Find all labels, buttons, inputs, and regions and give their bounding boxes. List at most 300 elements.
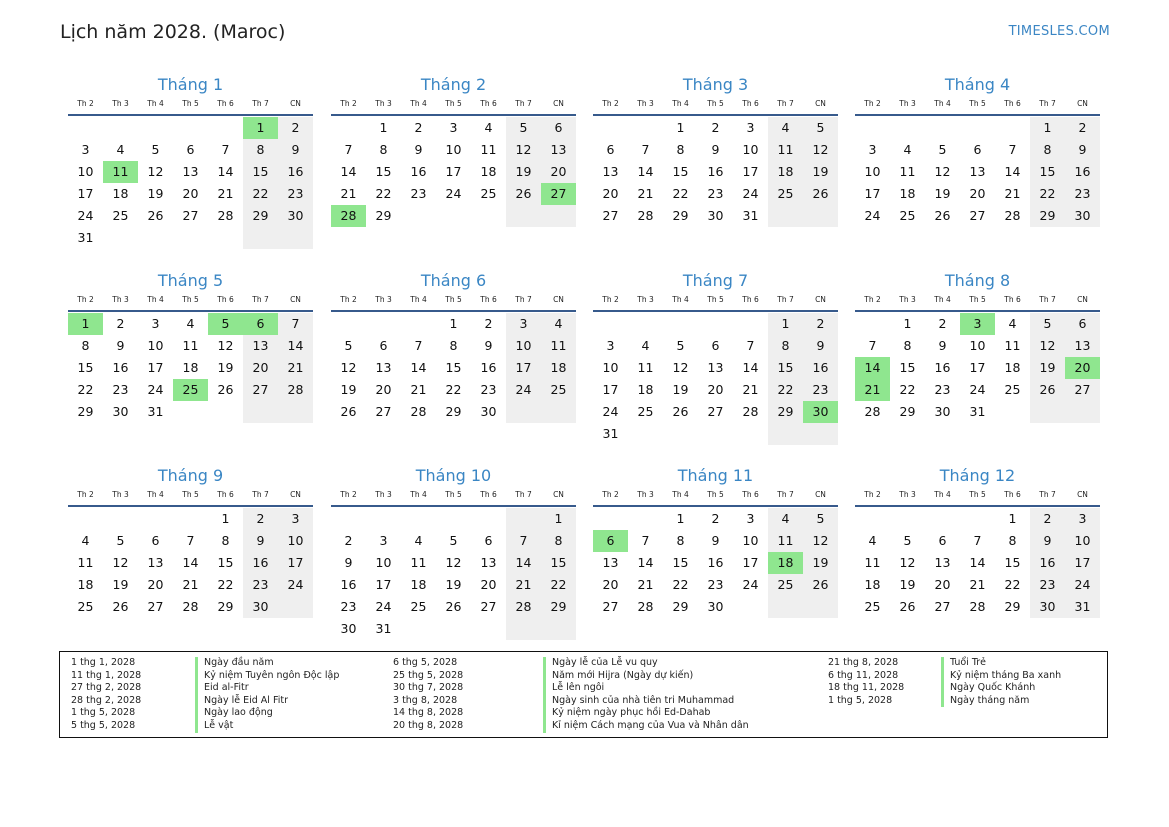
legend-holiday-name: Kỷ niệm Tuyên ngôn Độc lập <box>204 669 340 681</box>
day-cell: 28 <box>1004 208 1021 223</box>
day-cell: 3 <box>278 508 313 530</box>
weekday-header: CN <box>290 99 301 108</box>
day-cell: 17 <box>506 357 541 379</box>
weekday-header: Th 6 <box>742 99 759 108</box>
weekday-header: Th 2 <box>602 490 619 499</box>
weekday-header: CN <box>553 99 564 108</box>
day-cell: 2 <box>711 511 720 526</box>
day-cell: 18 <box>410 577 427 592</box>
day-cell: 29 <box>77 404 94 419</box>
weekday-header: Th 7 <box>777 490 794 499</box>
day-cell: 26 <box>340 404 357 419</box>
day-cell: 13 <box>969 164 986 179</box>
day-cell: 19 <box>672 382 689 397</box>
weekday-header: Th 5 <box>445 99 462 108</box>
day-cell: 3 <box>151 316 160 331</box>
day-cell: 22 <box>768 379 803 401</box>
day-cell: 23 <box>1030 574 1065 596</box>
day-cell: 25 <box>112 208 129 223</box>
day-cell: 12 <box>340 360 357 375</box>
day-cell: 16 <box>1065 161 1100 183</box>
weekday-header: Th 7 <box>777 99 794 108</box>
day-cell: 23 <box>480 382 497 397</box>
weekday-header: CN <box>815 295 826 304</box>
day-cell: 13 <box>541 139 576 161</box>
day-cell: 19 <box>803 552 838 574</box>
day-cell-empty <box>733 313 768 335</box>
day-cell: 15 <box>1004 555 1021 570</box>
day-cell: 23 <box>707 186 724 201</box>
day-cell: 9 <box>711 533 720 548</box>
day-cell: 27 <box>602 599 619 614</box>
day-cell: 15 <box>672 555 689 570</box>
day-cell: 29 <box>768 401 803 423</box>
weekday-header: Th 4 <box>147 99 164 108</box>
day-cell: 5 <box>449 533 458 548</box>
day-cell: 7 <box>221 142 230 157</box>
day-cell: 8 <box>81 338 90 353</box>
month-title: Tháng 2 <box>420 75 487 94</box>
day-cell: 16 <box>1030 552 1065 574</box>
day-cell: 28 <box>742 404 759 419</box>
weekday-header: CN <box>1077 99 1088 108</box>
weekday-header: Th 5 <box>707 99 724 108</box>
weekday-header: Th 3 <box>899 295 916 304</box>
day-cell-empty <box>208 117 243 139</box>
legend-holiday-name: Ngày tháng năm <box>950 694 1030 706</box>
day-cell: 30 <box>707 208 724 223</box>
legend-date: 30 thg 7, 2028 <box>393 682 464 694</box>
day-cell: 10 <box>602 360 619 375</box>
weekday-header: Th 6 <box>217 490 234 499</box>
day-cell: 5 <box>344 338 353 353</box>
month-3 <box>593 74 838 227</box>
day-cell: 21 <box>637 186 654 201</box>
day-cell: 15 <box>899 360 916 375</box>
day-cell: 11 <box>637 360 654 375</box>
day-cell: 30 <box>1030 596 1065 618</box>
month-10 <box>331 465 576 640</box>
day-cell: 20 <box>602 186 619 201</box>
day-cell: 6 <box>938 533 947 548</box>
day-cell: 1 <box>221 511 230 526</box>
day-cell-empty <box>366 508 401 530</box>
day-cell-empty <box>436 508 471 530</box>
day-cell: 23 <box>803 379 838 401</box>
day-cell-empty <box>68 508 103 530</box>
day-cell-empty <box>628 423 663 445</box>
day-cell: 20 <box>969 186 986 201</box>
day-cell: 2 <box>116 316 125 331</box>
day-cell: 1 <box>541 508 576 530</box>
day-cell: 28 <box>410 404 427 419</box>
day-cell: 17 <box>375 577 392 592</box>
legend-holiday-name: Ngày lễ Eid Al Fitr <box>204 694 288 706</box>
day-cell-empty <box>960 508 995 530</box>
day-cell: 17 <box>278 552 313 574</box>
day-cell: 2 <box>278 117 313 139</box>
day-cell: 4 <box>541 313 576 335</box>
day-cell-empty <box>768 596 803 618</box>
day-cell: 18 <box>637 382 654 397</box>
day-cell: 30 <box>480 404 497 419</box>
day-cell: 12 <box>147 164 164 179</box>
day-cell-empty <box>628 117 663 139</box>
weekday-header: Th 7 <box>252 295 269 304</box>
day-cell: 27 <box>243 379 278 401</box>
weekday-header: Th 4 <box>672 295 689 304</box>
month-12 <box>855 465 1100 618</box>
day-cell: 27 <box>480 599 497 614</box>
day-cell: 1 <box>676 511 685 526</box>
day-cell: 8 <box>243 139 278 161</box>
day-cell: 24 <box>864 208 881 223</box>
weekday-header: Th 7 <box>515 99 532 108</box>
month-4 <box>855 74 1100 227</box>
legend-date: 18 thg 11, 2028 <box>828 682 905 694</box>
day-cell-empty <box>506 401 541 423</box>
day-cell: 8 <box>221 533 230 548</box>
day-cell: 7 <box>278 313 313 335</box>
day-cell: 16 <box>803 357 838 379</box>
day-cell: 17 <box>864 186 881 201</box>
day-cell: 14 <box>637 555 654 570</box>
day-cell: 4 <box>414 533 423 548</box>
day-cell: 31 <box>147 404 164 419</box>
day-cell: 7 <box>506 530 541 552</box>
weekday-header: Th 7 <box>1039 99 1056 108</box>
day-cell: 8 <box>541 530 576 552</box>
day-cell: 4 <box>1008 316 1017 331</box>
day-cell: 22 <box>672 577 689 592</box>
day-cell: 24 <box>278 574 313 596</box>
day-cell: 14 <box>637 164 654 179</box>
weekday-header: Th 6 <box>217 99 234 108</box>
day-cell: 25 <box>637 404 654 419</box>
day-cell: 18 <box>899 186 916 201</box>
legend-holiday-name: Lễ lên ngôi <box>552 682 605 694</box>
weekday-header: Th 7 <box>1039 490 1056 499</box>
day-cell: 19 <box>899 577 916 592</box>
day-cell: 23 <box>707 577 724 592</box>
day-cell-empty <box>331 508 366 530</box>
legend-date: 27 thg 2, 2028 <box>71 682 142 694</box>
legend-date: 14 thg 8, 2028 <box>393 707 464 719</box>
day-cell: 1 <box>903 316 912 331</box>
day-cell-empty <box>278 596 313 618</box>
day-cell: 16 <box>278 161 313 183</box>
day-cell: 18 <box>112 186 129 201</box>
day-cell: 24 <box>445 186 462 201</box>
legend-date: 25 thg 5, 2028 <box>393 669 464 681</box>
weekday-header: Th 3 <box>112 490 129 499</box>
day-cell: 18 <box>1004 360 1021 375</box>
header-rule <box>68 310 313 312</box>
day-cell: 6 <box>186 142 195 157</box>
month-title: Tháng 4 <box>944 75 1011 94</box>
legend-date: 28 thg 2, 2028 <box>71 694 142 706</box>
day-cell-empty <box>471 508 506 530</box>
legend-holiday-name: Lễ vật <box>204 719 234 731</box>
day-cell: 9 <box>278 139 313 161</box>
weekday-header: Th 4 <box>147 295 164 304</box>
site-link[interactable]: TIMESLES.COM <box>1008 24 1110 39</box>
day-cell-empty <box>628 508 663 530</box>
weekday-header: Th 7 <box>515 295 532 304</box>
day-cell: 5 <box>903 533 912 548</box>
day-cell: 17 <box>1065 552 1100 574</box>
day-cell: 9 <box>803 335 838 357</box>
day-cell: 30 <box>1065 205 1100 227</box>
day-cell: 19 <box>217 360 234 375</box>
weekday-header: Th 5 <box>182 295 199 304</box>
day-cell: 9 <box>243 530 278 552</box>
day-cell-empty <box>925 117 960 139</box>
holiday-legend <box>59 651 1108 738</box>
legend-holiday-name: Ngày Quốc Khánh <box>950 682 1036 694</box>
day-cell-holiday: 18 <box>768 552 803 574</box>
day-cell-holiday: 6 <box>243 313 278 335</box>
month-title: Tháng 7 <box>682 271 749 290</box>
day-cell-empty <box>103 227 138 249</box>
day-cell: 4 <box>903 142 912 157</box>
day-cell-empty <box>278 227 313 249</box>
month-title: Tháng 10 <box>415 466 492 485</box>
day-cell: 11 <box>768 139 803 161</box>
day-cell: 18 <box>768 161 803 183</box>
day-cell: 12 <box>803 530 838 552</box>
day-cell: 21 <box>969 577 986 592</box>
weekday-header: Th 2 <box>340 295 357 304</box>
day-cell: 16 <box>243 552 278 574</box>
day-cell: 14 <box>217 164 234 179</box>
day-cell: 15 <box>541 552 576 574</box>
weekday-header: Th 3 <box>375 99 392 108</box>
day-cell: 5 <box>938 142 947 157</box>
day-cell: 11 <box>182 338 199 353</box>
day-cell: 24 <box>147 382 164 397</box>
weekday-header: CN <box>553 490 564 499</box>
day-cell-empty <box>138 117 173 139</box>
day-cell: 4 <box>868 533 877 548</box>
day-cell: 17 <box>77 186 94 201</box>
day-cell: 12 <box>445 555 462 570</box>
day-cell-empty <box>366 313 401 335</box>
legend-date: 5 thg 5, 2028 <box>71 719 136 731</box>
weekday-header: Th 5 <box>707 295 724 304</box>
day-cell: 27 <box>375 404 392 419</box>
day-cell-empty <box>593 508 628 530</box>
day-cell: 14 <box>742 360 759 375</box>
header-rule <box>855 310 1100 312</box>
day-cell: 4 <box>641 338 650 353</box>
day-cell: 23 <box>243 574 278 596</box>
day-cell: 13 <box>707 360 724 375</box>
day-cell-empty <box>890 117 925 139</box>
weekday-header: Th 5 <box>707 490 724 499</box>
day-cell: 8 <box>1030 139 1065 161</box>
weekday-header: Th 4 <box>410 99 427 108</box>
day-cell: 5 <box>1030 313 1065 335</box>
day-cell: 20 <box>147 577 164 592</box>
month-1 <box>68 74 313 249</box>
weekday-header: CN <box>1077 490 1088 499</box>
day-cell: 4 <box>484 120 493 135</box>
day-cell: 21 <box>182 577 199 592</box>
legend-date: 11 thg 1, 2028 <box>71 669 142 681</box>
day-cell: 5 <box>116 533 125 548</box>
weekday-header: Th 4 <box>672 99 689 108</box>
day-cell: 10 <box>445 142 462 157</box>
day-cell: 5 <box>506 117 541 139</box>
day-cell: 16 <box>340 577 357 592</box>
months-grid <box>68 74 1110 644</box>
weekday-header: Th 7 <box>515 490 532 499</box>
day-cell: 2 <box>414 120 423 135</box>
weekday-header: Th 5 <box>969 99 986 108</box>
day-cell-empty <box>173 508 208 530</box>
legend-date: 1 thg 5, 2028 <box>828 694 893 706</box>
day-cell: 24 <box>506 379 541 401</box>
month-5 <box>68 270 313 423</box>
day-cell: 9 <box>938 338 947 353</box>
day-cell-empty <box>663 313 698 335</box>
legend-names-col3 <box>941 657 1061 707</box>
day-cell-empty <box>506 618 541 640</box>
day-cell: 19 <box>445 577 462 592</box>
day-cell: 16 <box>410 164 427 179</box>
day-cell: 28 <box>637 208 654 223</box>
month-title: Tháng 9 <box>157 466 224 485</box>
day-cell: 20 <box>243 357 278 379</box>
day-cell: 29 <box>375 208 392 223</box>
day-cell: 1 <box>676 120 685 135</box>
day-cell: 11 <box>768 530 803 552</box>
day-cell-holiday: 1 <box>68 313 103 335</box>
day-cell: 26 <box>1030 379 1065 401</box>
day-cell-empty <box>855 313 890 335</box>
legend-date: 3 thg 8, 2028 <box>393 694 458 706</box>
day-cell: 28 <box>506 596 541 618</box>
weekday-header: Th 2 <box>864 490 881 499</box>
day-cell-empty <box>768 423 803 445</box>
day-cell-empty <box>890 508 925 530</box>
day-cell-empty <box>401 313 436 335</box>
day-cell-empty <box>471 205 506 227</box>
day-cell: 10 <box>375 555 392 570</box>
day-cell: 7 <box>746 338 755 353</box>
day-cell: 3 <box>379 533 388 548</box>
day-cell: 8 <box>676 533 685 548</box>
day-cell: 9 <box>344 555 353 570</box>
day-cell: 29 <box>1004 599 1021 614</box>
day-cell: 15 <box>243 161 278 183</box>
day-cell: 26 <box>672 404 689 419</box>
weekday-header: Th 3 <box>637 295 654 304</box>
legend-date: 6 thg 5, 2028 <box>393 657 458 668</box>
day-cell: 13 <box>1065 335 1100 357</box>
day-cell: 24 <box>1065 574 1100 596</box>
day-cell: 6 <box>973 142 982 157</box>
day-cell: 8 <box>449 338 458 353</box>
day-cell: 3 <box>1065 508 1100 530</box>
day-cell-empty <box>628 313 663 335</box>
day-cell: 15 <box>217 555 234 570</box>
month-title: Tháng 12 <box>939 466 1016 485</box>
day-cell: 28 <box>278 379 313 401</box>
day-cell: 15 <box>445 360 462 375</box>
day-cell: 28 <box>969 599 986 614</box>
day-cell: 29 <box>899 404 916 419</box>
day-cell: 9 <box>711 142 720 157</box>
day-cell: 9 <box>1030 530 1065 552</box>
weekday-header: Th 3 <box>112 99 129 108</box>
day-cell: 28 <box>864 404 881 419</box>
day-cell-empty <box>331 117 366 139</box>
day-cell: 12 <box>1030 335 1065 357</box>
day-cell: 22 <box>445 382 462 397</box>
legend-date: 20 thg 8, 2028 <box>393 719 464 731</box>
day-cell: 12 <box>506 139 541 161</box>
legend-names-col1 <box>195 657 339 733</box>
day-cell: 11 <box>480 142 497 157</box>
month-title: Tháng 3 <box>682 75 749 94</box>
day-cell: 21 <box>340 186 357 201</box>
day-cell-empty <box>698 423 733 445</box>
day-cell: 17 <box>742 164 759 179</box>
legend-date: 6 thg 11, 2028 <box>828 669 899 681</box>
day-cell: 11 <box>899 164 916 179</box>
day-cell: 10 <box>969 338 986 353</box>
day-cell: 24 <box>742 577 759 592</box>
day-cell: 17 <box>969 360 986 375</box>
day-cell-empty <box>960 117 995 139</box>
day-cell: 17 <box>602 382 619 397</box>
day-cell: 20 <box>480 577 497 592</box>
day-cell: 25 <box>899 208 916 223</box>
day-cell: 22 <box>1030 183 1065 205</box>
day-cell: 21 <box>278 357 313 379</box>
weekday-header: Th 7 <box>252 99 269 108</box>
day-cell-empty <box>1030 401 1065 423</box>
day-cell: 8 <box>903 338 912 353</box>
weekday-header: CN <box>1077 295 1088 304</box>
day-cell-holiday: 25 <box>173 379 208 401</box>
day-cell: 2 <box>938 316 947 331</box>
day-cell: 12 <box>217 338 234 353</box>
legend-dates-col3 <box>828 657 904 707</box>
legend-dates-col2 <box>393 657 463 733</box>
day-cell: 24 <box>77 208 94 223</box>
month-title: Tháng 5 <box>157 271 224 290</box>
day-cell: 4 <box>768 117 803 139</box>
day-cell: 18 <box>480 164 497 179</box>
weekday-header: Th 5 <box>445 295 462 304</box>
day-cell-empty <box>173 401 208 423</box>
month-title: Tháng 8 <box>944 271 1011 290</box>
day-cell: 19 <box>803 161 838 183</box>
day-cell-empty <box>243 227 278 249</box>
day-cell: 2 <box>484 316 493 331</box>
header-rule <box>855 114 1100 116</box>
day-cell-empty <box>331 313 366 335</box>
header-rule <box>593 310 838 312</box>
day-cell: 10 <box>77 164 94 179</box>
day-cell-empty <box>855 508 890 530</box>
day-cell-holiday: 6 <box>593 530 628 552</box>
day-cell: 20 <box>375 382 392 397</box>
day-cell: 14 <box>506 552 541 574</box>
